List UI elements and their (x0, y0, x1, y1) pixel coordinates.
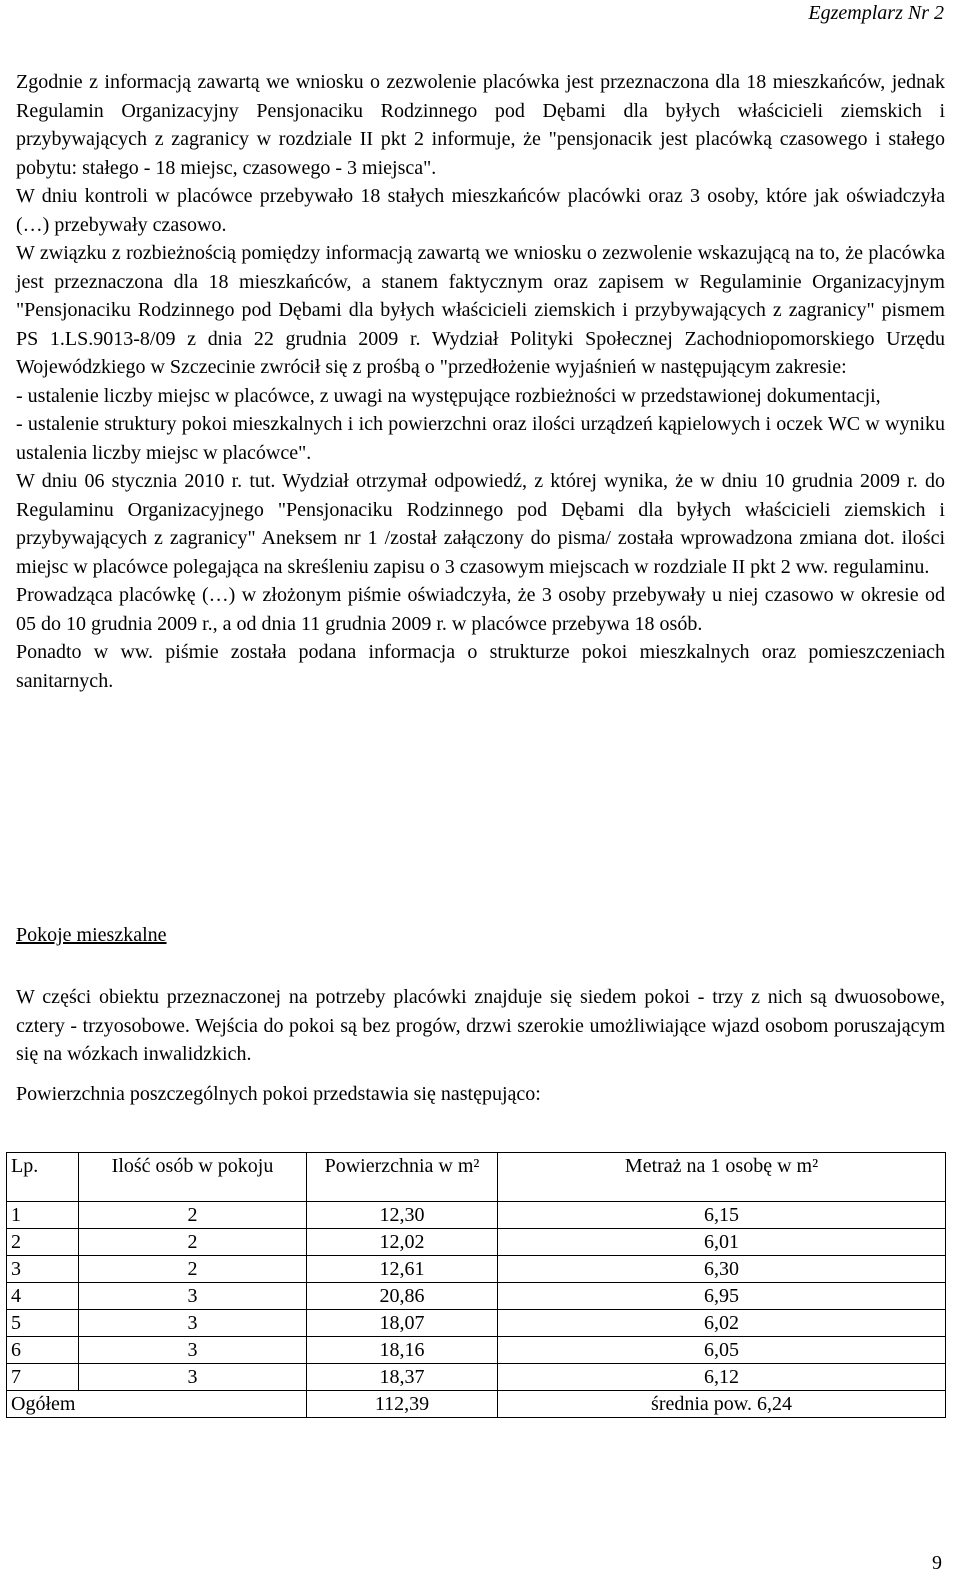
header-per-person: Metraż na 1 osobę w m² (498, 1153, 946, 1202)
cell-per-person: 6,15 (498, 1202, 946, 1229)
cell-lp: 7 (7, 1364, 79, 1391)
cell-area: 12,02 (307, 1229, 498, 1256)
section-heading: Pokoje mieszkalne (16, 924, 167, 946)
cell-persons: 2 (79, 1229, 307, 1256)
header-persons: Ilość osób w pokoju (79, 1153, 307, 1202)
cell-per-person: 6,02 (498, 1310, 946, 1337)
cell-lp: 2 (7, 1229, 79, 1256)
paragraph: W dniu kontroli w placówce przebywało 18 stałych mieszkańców placówki oraz 3 osoby, które jak oświadczyła (…) przebywały czasowo. (16, 185, 945, 236)
cell-persons: 3 (79, 1364, 307, 1391)
cell-lp: 3 (7, 1256, 79, 1283)
cell-area: 12,61 (307, 1256, 498, 1283)
cell-area: 18,07 (307, 1310, 498, 1337)
paragraph: Prowadząca placówkę (…) w złożonym piśmie oświadczyła, że 3 osoby przebywały u niej czasowo w okresie od 05 do 10 grudnia 2009 r., a od dnia 11 grudnia 2009 r. w placówce przebywa 18 osób. (16, 584, 945, 635)
cell-area: 20,86 (307, 1283, 498, 1310)
cell-per-person: 6,30 (498, 1256, 946, 1283)
cell-lp: 6 (7, 1337, 79, 1364)
table-row (7, 1202, 946, 1229)
cell-lp: 1 (7, 1202, 79, 1229)
cell-per-person: 6,12 (498, 1364, 946, 1391)
paragraph: - ustalenie struktury pokoi mieszkalnych i ich powierzchni oraz ilości urządzeń kąpielowych i oczek WC w wyniku ustalenia liczby miejsc w placówce". (16, 413, 945, 464)
table-row (7, 1337, 946, 1364)
paragraph: W związku z rozbieżnością pomiędzy informacją zawartą we wniosku o zezwolenie wskazującą na to, że placówka jest przeznaczona dla 18 mieszkańców, a stanem faktycznym oraz zapisem w Regulaminie Organizacyjnym "Pensjonaciku Rodzinnego pod Dębami dla byłych właścicieli ziemskich i przybywających z zagranicy" pismem PS 1.LS.9013-8/09 z dnia 22 grudnia 2009 r. Wydział Polityki Społecznej Zachodniopomorskiego Urzędu Wojewódzkiego w Szczecinie zwrócił się z prośbą o "przedłożenie wyjaśnień w następującym zakresie: (16, 242, 945, 378)
table-row (7, 1364, 946, 1391)
total-area: 112,39 (307, 1391, 498, 1418)
cell-area: 18,16 (307, 1337, 498, 1364)
cell-lp: 4 (7, 1283, 79, 1310)
cell-per-person: 6,01 (498, 1229, 946, 1256)
paragraph: - ustalenie liczby miejsc w placówce, z uwagi na występujące rozbieżności w przedstawionej dokumentacji, (16, 384, 881, 407)
table-header-row (7, 1153, 946, 1202)
cell-persons: 2 (79, 1256, 307, 1283)
cell-lp: 5 (7, 1310, 79, 1337)
paragraph: Ponadto w ww. piśmie została podana informacja o strukturze pokoi mieszkalnych oraz pomieszczeniach sanitarnych. (16, 641, 945, 692)
document-body (16, 68, 945, 695)
cell-persons: 3 (79, 1310, 307, 1337)
cell-persons: 3 (79, 1283, 307, 1310)
table-row (7, 1283, 946, 1310)
header-lp: Lp. (7, 1153, 79, 1202)
table-row (7, 1256, 946, 1283)
section-paragraph: W części obiektu przeznaczonej na potrzeby placówki znajduje się siedem pokoi - trzy z nich są dwuosobowe, cztery - trzyosobowe. Wejścia do pokoi są bez progów, drzwi szerokie umożliwiające wjazd osobom poruszającym się na wózkach inwalidzkich. (16, 986, 945, 1065)
cell-persons: 3 (79, 1337, 307, 1364)
total-average: średnia pow. 6,24 (498, 1391, 946, 1418)
copy-label: Egzemplarz Nr 2 (808, 2, 944, 24)
cell-per-person: 6,05 (498, 1337, 946, 1364)
header-area: Powierzchnia w m² (307, 1153, 498, 1202)
total-label: Ogółem (7, 1391, 307, 1418)
cell-area: 18,37 (307, 1364, 498, 1391)
paragraph: W dniu 06 stycznia 2010 r. tut. Wydział otrzymał odpowiedź, z której wynika, że w dniu 10 grudnia 2009 r. do Regulaminu Organizacyjnego "Pensjonaciku Rodzinnego pod Dębami dla byłych właścicieli ziemskich i przybywających z zagranicy" Aneksem nr 1 /został załączony do pisma/ została wprowadzona zmiana dot. ilości miejsc w placówce polegająca na skreśleniu zapisu o 3 czasowym miejscach w rozdziale II pkt 2 ww. regulaminu. (16, 470, 945, 578)
page-number: 9 (932, 1552, 942, 1574)
cell-area: 12,30 (307, 1202, 498, 1229)
table-row (7, 1229, 946, 1256)
table-row (7, 1310, 946, 1337)
cell-persons: 2 (79, 1202, 307, 1229)
paragraph: Zgodnie z informacją zawartą we wniosku o zezwolenie placówka jest przeznaczona dla 18 mieszkańców, jednak Regulamin Organizacyjny Pensjonaciku Rodzinnego pod Dębami dla byłych właścicieli ziemskich i przybywających z zagranicy w rozdziale II pkt 2 informuje, że "pensjonacik jest placówką czasowego i stałego pobytu: stałego - 18 miejsc, czasowego - 3 miejsca". (16, 71, 945, 179)
cell-per-person: 6,95 (498, 1283, 946, 1310)
table-intro: Powierzchnia poszczególnych pokoi przedstawia się następująco: (16, 1083, 541, 1105)
table-total-row (7, 1391, 946, 1418)
rooms-table (6, 1152, 946, 1418)
